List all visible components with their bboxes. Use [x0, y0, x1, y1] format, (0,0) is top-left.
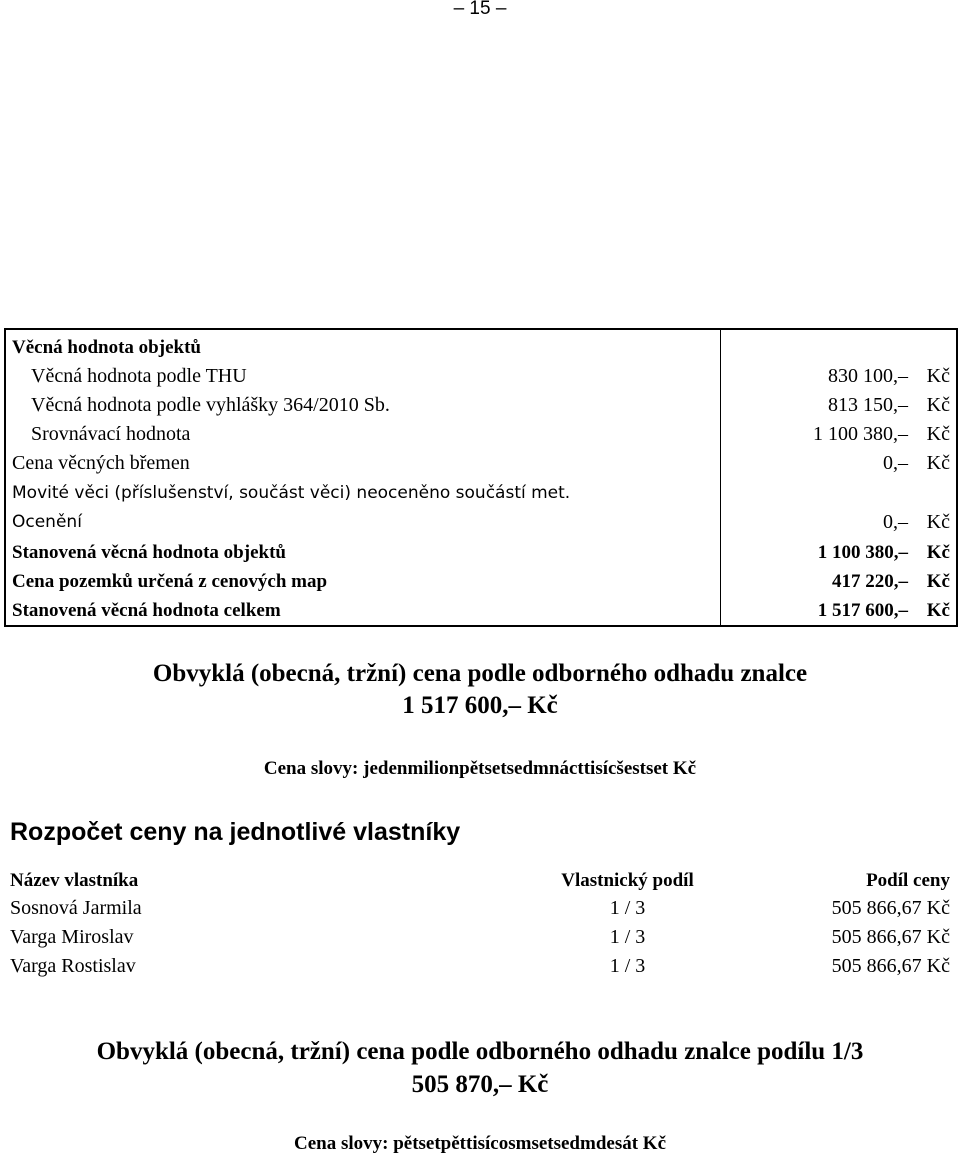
share-value-heading: Obvyklá (obecná, tržní) cena podle odborného odhadu znalce podílu 1/3: [96, 1038, 864, 1065]
valuation-table: [4, 328, 958, 627]
owner-share: 1 / 3: [609, 926, 646, 948]
table-row: [6, 479, 956, 508]
row-amount: 813 150,–: [828, 394, 908, 416]
row-currency: Kč: [926, 452, 950, 474]
owner-share: 1 / 3: [609, 955, 646, 977]
table-row: [6, 333, 956, 362]
table-row: [0, 952, 960, 981]
row-label: Věcná hodnota objektů: [12, 337, 201, 358]
row-amount: 417 220,–: [832, 571, 908, 592]
row-amount: 1 100 380,–: [817, 542, 908, 563]
market-value-price: 1 517 600,– Kč: [402, 692, 558, 719]
row-label: Věcná hodnota podle THU: [31, 365, 247, 387]
owners-table-header: [0, 866, 960, 895]
row-label: Cena věcných břemen: [12, 452, 190, 474]
table-row: [6, 391, 956, 420]
row-label: Ocenění: [12, 512, 82, 532]
column-header-share: Vlastnický podíl: [561, 870, 694, 891]
table-row: [6, 538, 956, 567]
table-row: [0, 894, 960, 923]
row-currency: Kč: [926, 511, 950, 533]
column-header-owner: Název vlastníka: [10, 870, 139, 891]
row-currency: Kč: [926, 365, 950, 387]
table-row: [6, 420, 956, 449]
row-currency: Kč: [926, 423, 950, 445]
owner-share: 1 / 3: [609, 897, 646, 919]
share-value-price: 505 870,– Kč: [411, 1071, 549, 1098]
owner-price-share: 505 866,67 Kč: [831, 897, 950, 919]
table-row: [6, 362, 956, 391]
row-label: Movité věci (příslušenství, součást věci) neoceněno součástí met.: [12, 483, 571, 503]
row-label: Stanovená věcná hodnota objektů: [12, 542, 286, 563]
table-row: [6, 449, 956, 478]
row-label: Stanovená věcná hodnota celkem: [12, 600, 281, 621]
row-currency: Kč: [926, 600, 950, 621]
market-value-in-words: Cena slovy: jedenmilionpětsetsedmnácttisícšestset Kč: [263, 758, 697, 779]
row-currency: Kč: [926, 571, 950, 592]
row-amount: 0,–: [883, 452, 908, 474]
owner-name: Varga Miroslav: [10, 926, 134, 948]
row-label: Cena pozemků určená z cenových map: [12, 571, 328, 592]
row-label: Srovnávací hodnota: [31, 423, 191, 445]
owner-price-share: 505 866,67 Kč: [831, 955, 950, 977]
table-row: [6, 567, 956, 596]
row-amount: 1 100 380,–: [813, 423, 908, 445]
row-label: Věcná hodnota podle vyhlášky 364/2010 Sb.: [31, 394, 390, 416]
owner-name: Sosnová Jarmila: [10, 897, 142, 919]
row-amount: 1 517 600,–: [817, 600, 908, 621]
column-header-price-share: Podíl ceny: [866, 870, 950, 891]
table-row: [0, 923, 960, 952]
row-amount: 0,–: [883, 511, 908, 533]
market-value-heading: Obvyklá (obecná, tržní) cena podle odborného odhadu znalce: [152, 660, 808, 687]
owner-name: Varga Rostislav: [10, 955, 136, 977]
page-number: – 15 –: [453, 0, 507, 19]
row-amount: 830 100,–: [828, 365, 908, 387]
table-row: [6, 508, 956, 537]
owners-budget-heading: Rozpočet ceny na jednotlivé vlastníky: [10, 818, 461, 846]
share-value-in-words: Cena slovy: pětsetpěttisícosmsetsedmdesát Kč: [293, 1133, 667, 1154]
row-currency: Kč: [926, 394, 950, 416]
table-row: [6, 596, 956, 625]
owner-price-share: 505 866,67 Kč: [831, 926, 950, 948]
row-currency: Kč: [926, 542, 950, 563]
